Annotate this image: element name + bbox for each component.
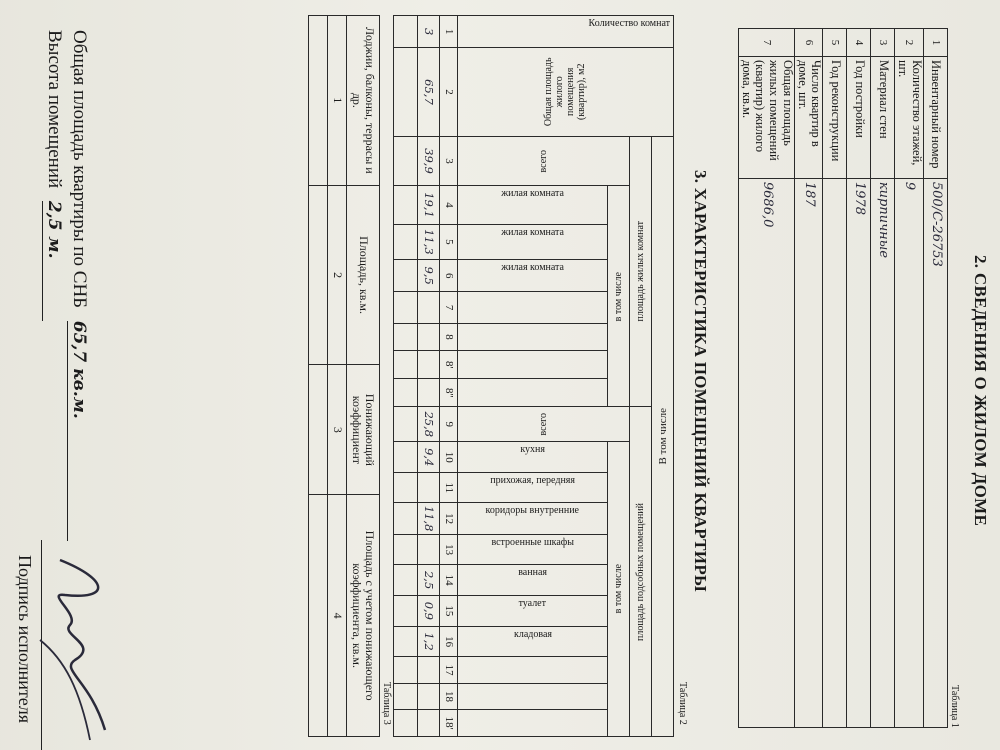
house-info-row [739,29,795,728]
row-label: Материал стен [871,56,895,178]
column-number: 9 [440,407,458,442]
row-number: 3 [871,29,895,57]
aux-sub-header: в том числе [613,564,624,614]
closets-header: встроенные шкафы [491,536,574,548]
empty-cell [394,351,418,379]
empty-cell [394,224,418,259]
column-number: 8' [440,351,458,379]
row-number: 6 [795,29,824,57]
hall-header: прихожая, передняя [490,475,575,487]
column-number: 14 [440,565,458,596]
apartment-value-cell [418,710,440,737]
section2-title: 2. СВЕДЕНИЯ О ЖИЛОМ ДОМЕ [971,255,990,527]
living-area-header: площадь жилых комнат [635,221,646,322]
aux-total-header: всего [538,413,549,436]
apartment-value-cell [418,351,440,379]
apartment-value-cell [418,534,440,564]
row-value: 9 [895,178,924,727]
row-value: 187 [795,178,824,727]
column-number: 8 [440,323,458,351]
column-number: 2 [440,48,458,137]
table2-label: Таблица 2 [677,682,688,725]
balcony-column-number: 1 [328,16,347,186]
living-sub-header: в том числе [613,271,624,321]
living-total-header: всего [538,149,549,173]
balcony-table-header: Площадь, кв.м. [347,185,380,365]
empty-cell [394,259,418,292]
house-info-row [847,29,871,728]
empty-cell [394,565,418,596]
bathroom-header: ванная [518,567,547,579]
house-info-row [895,29,924,728]
balcony-column-number: 3 [328,365,347,495]
apartment-value-cell: 0,9 [418,596,440,627]
row-value: 1978 [847,178,871,727]
room3-header: жилая комната [501,261,564,273]
toilet-header: туалет [518,598,547,609]
house-info-table [738,28,948,728]
column-number: 5 [440,224,458,259]
apartment-value-cell [418,473,440,503]
storage-header: кладовая [513,628,552,640]
column-number: 11 [440,473,458,503]
house-info-row [871,29,895,728]
empty-cell [394,48,418,137]
in-that-number-header: В том числе [656,408,669,465]
row-label: Общая площадь жилых помещений (квартир) жилого дома, кв.м. [739,56,795,178]
empty-cell [394,186,418,225]
ceiling-height-line [42,30,65,321]
ceiling-height-label: Высота помещений [44,30,65,189]
apartment-value-cell: 9,4 [418,442,440,473]
column-number: 8'' [440,379,458,407]
column-number: 4 [440,186,458,225]
apartment-value-cell: 11,3 [418,224,440,259]
empty-cell [394,379,418,407]
empty-cell [394,596,418,627]
row-number: 5 [823,29,847,57]
column-number: 7 [440,292,458,323]
column-number: 3 [440,136,458,185]
balconies-table [308,15,380,737]
empty-cell [394,442,418,473]
balcony-column-number: 2 [328,185,347,365]
room2-header: жилая комната [501,226,564,238]
row-label: Число квартир в доме, шт. [795,56,824,178]
total-area-value: 65,7 кв.м. [69,320,89,419]
apartment-value-cell: 39,9 [418,136,440,185]
row-number: 1 [924,29,948,57]
column-number: 10 [440,442,458,473]
row-label: Инвентарный номер [924,56,948,178]
signature-label: Подпись исполнителя [15,555,35,723]
empty-cell [394,292,418,323]
apartment-value-cell: 2,5 [418,565,440,596]
row-value: 9686,0 [739,178,795,727]
row-value [823,178,847,727]
column-number: 6 [440,259,458,292]
table3-label: Таблица 3 [381,682,392,725]
row-label: Год постройки [847,56,871,178]
column-number: 18' [440,710,458,737]
house-info-row [795,29,824,728]
apartment-value-cell [418,683,440,709]
rooms-count-header: Количество комнат [588,18,670,29]
signature-scribble [30,540,120,750]
empty-cell [394,657,418,683]
balcony-table-header: Лоджии, балконы, террасы и др. [347,16,380,186]
row-value: кирпичные [871,178,895,727]
table1-label: Таблица 1 [949,685,960,728]
total-area-label: Общая площадь квартиры по СНБ [69,30,90,309]
section3-title: 3. ХАРАКТЕРИСТИКА ПОМЕЩЕНИЙ КВАРТИРЫ [691,170,710,593]
apartment-value-cell [418,323,440,351]
column-number: 17 [440,657,458,683]
apartment-value-cell [418,657,440,683]
empty-cell [394,323,418,351]
apartment-value-cell: 65,7 [418,48,440,137]
empty-cell [394,683,418,709]
apartment-value-cell [418,292,440,323]
column-number: 1 [440,16,458,48]
total-area-header: Общая площадь жилого помещения (квартир), м2 [543,57,588,127]
column-number: 15 [440,596,458,627]
apartment-value-cell: 25,8 [418,407,440,442]
row-label: Год реконструкции [823,56,847,178]
apartment-rooms-table [393,15,674,737]
empty-cell [394,710,418,737]
empty-cell [394,503,418,534]
apartment-value-cell: 1,2 [418,626,440,657]
column-number: 18 [440,683,458,709]
row-value: 500/С-26753 [924,178,948,727]
aux-area-header: площадь подсобных помещений [635,502,646,641]
row-number: 7 [739,29,795,57]
empty-cell [394,473,418,503]
apartment-value-cell: 9,5 [418,259,440,292]
kitchen-header: кухня [520,444,545,456]
apartment-value-cell [418,379,440,407]
column-number: 16 [440,626,458,657]
empty-cell [394,534,418,564]
house-info-row [823,29,847,728]
apartment-value-cell: 11,8 [418,503,440,534]
balcony-table-header: Понижающий коэффициент [347,365,380,495]
corridor-header: коридоры внутренние [485,505,580,517]
balcony-table-header: Площадь с учетом понижающего коэффициента, кв.м. [347,495,380,737]
total-area-line [67,30,90,541]
empty-cell [394,626,418,657]
empty-cell [394,16,418,48]
apartment-value-cell: 3 [418,16,440,48]
ceiling-height-value: 2,5 м. [44,200,64,259]
row-number: 2 [895,29,924,57]
row-label: Количество этажей, шт. [895,56,924,178]
column-number: 13 [440,534,458,564]
room1-header: жилая комната [501,188,564,200]
balcony-column-number: 4 [328,495,347,737]
row-number: 4 [847,29,871,57]
house-info-row [924,29,948,728]
apartment-value-cell: 19,1 [418,186,440,225]
column-number: 12 [440,503,458,534]
empty-cell [394,407,418,442]
empty-cell [394,136,418,185]
